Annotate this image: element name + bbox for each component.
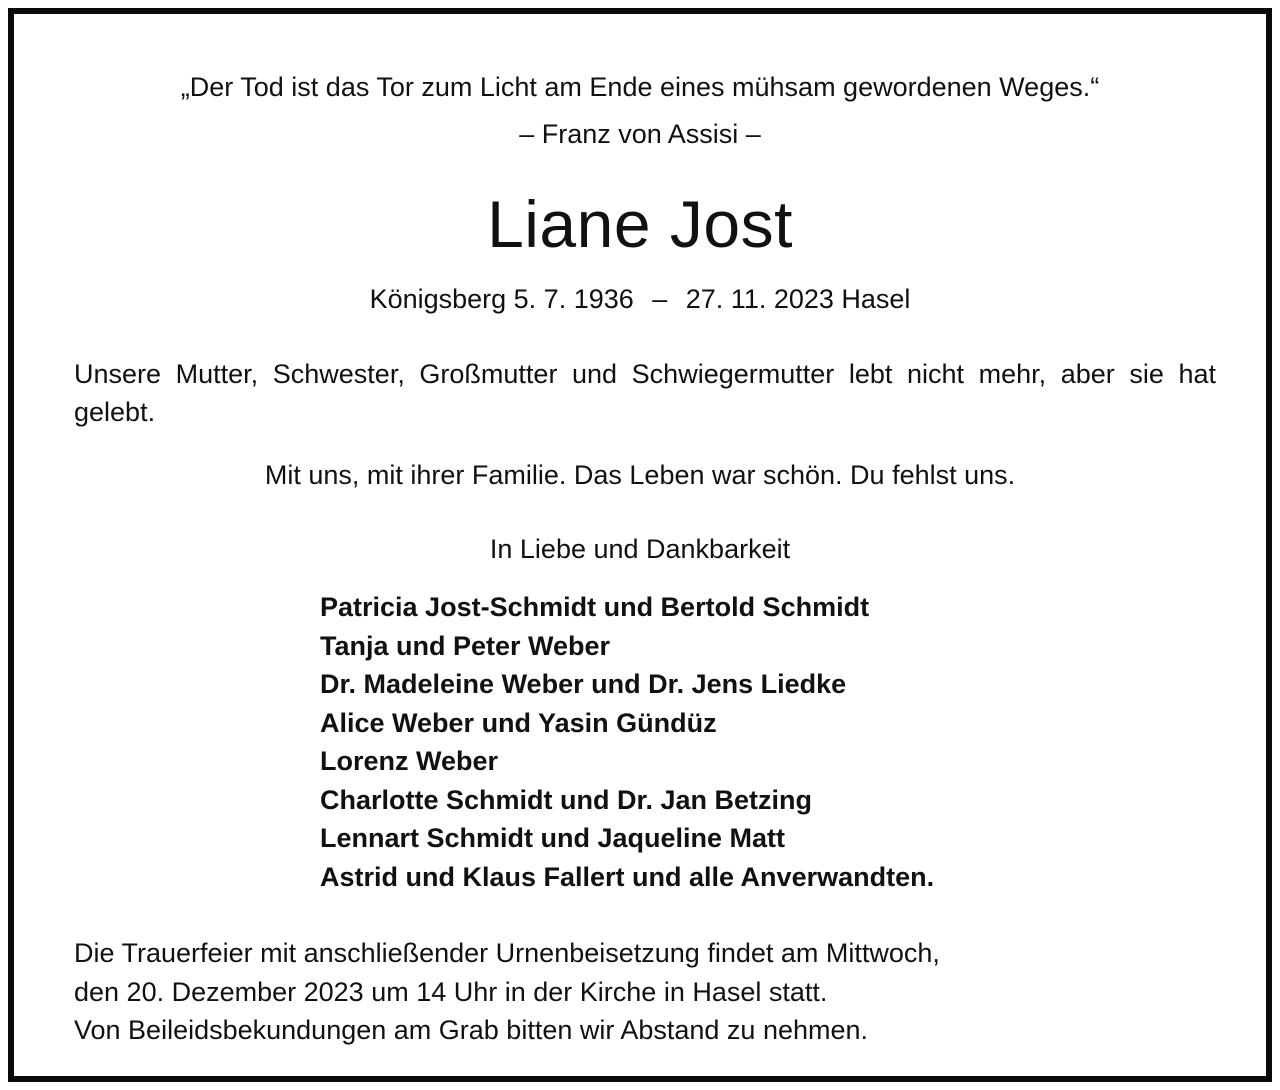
signatory: Astrid und Klaus Fallert und alle Anverwandten. [320,861,935,892]
death-date: 27. 11. 2023 Hasel [685,284,911,314]
quote-author: – Franz von Assisi – [519,119,761,149]
date-separator: – [652,284,668,314]
quote: „Der Tod ist das Tor zum Licht am Ende eines mühsam gewordenen Weges.“ [180,72,1100,102]
deceased-name: Liane Jost [487,187,793,261]
closing-phrase: In Liebe und Dankbarkeit [489,534,791,564]
birth-date: Königsberg 5. 7. 1936 [369,284,634,314]
signatory: Lennart Schmidt und Jaqueline Matt [320,823,786,853]
obituary-notice [8,8,1272,1082]
funeral-line: den 20. Dezember 2023 um 14 Uhr in der Kirche in Hasel statt. [74,976,828,1007]
funeral-line: Die Trauerfeier mit anschließender Urnenbeisetzung findet am Mittwoch, [74,938,940,968]
paragraph-life: Unsere Mutter, Schwester, Großmutter und Schwiegermutter lebt nicht mehr, aber sie hat gelebt. [74,359,1216,427]
signatory: Patricia Jost-Schmidt und Bertold Schmidt [320,592,870,622]
paragraph-family: Mit uns, mit ihrer Familie. Das Leben war schön. Du fehlst uns. [264,460,1016,490]
life-dates [14,282,1266,316]
signatory: Lorenz Weber [320,746,499,776]
funeral-line: Von Beileidsbekundungen am Grab bitten wir Abstand zu nehmen. [74,1015,869,1045]
signatory: Tanja und Peter Weber [320,630,611,661]
signatory: Dr. Madeleine Weber und Dr. Jens Liedke [320,669,847,699]
signatories-list [320,588,934,896]
funeral-info [74,934,940,1050]
signatory: Alice Weber und Yasin Gündüz [320,707,717,738]
signatory: Charlotte Schmidt und Dr. Jan Betzing [320,784,813,815]
